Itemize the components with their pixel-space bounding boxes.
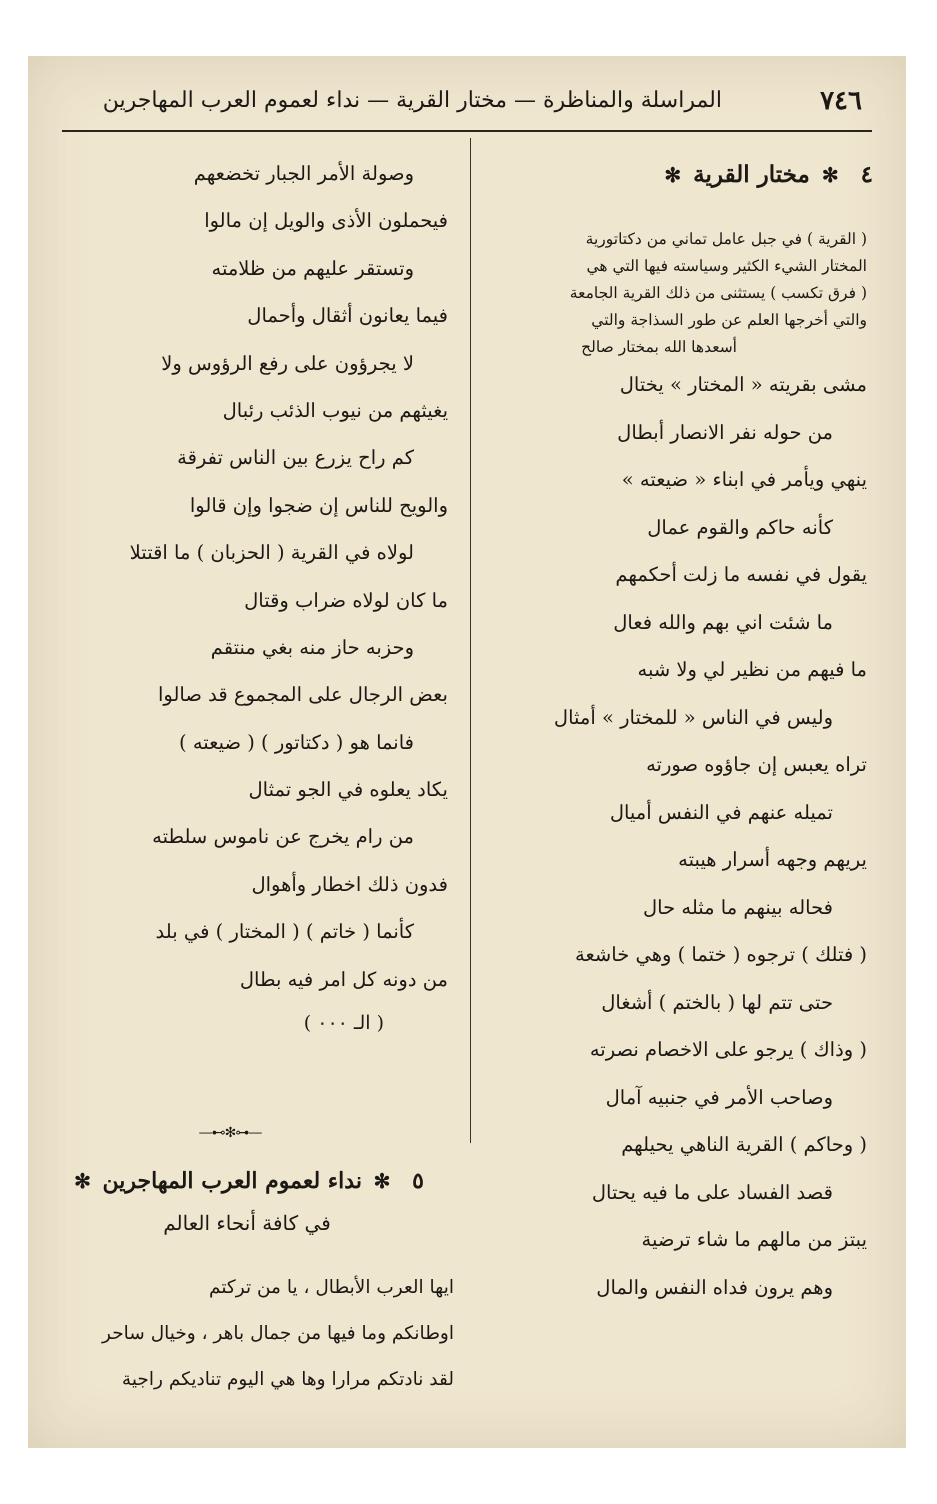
star-ornament-icon: ✻ (74, 1169, 91, 1193)
right-column (488, 150, 873, 1311)
section-4-title: مختار القرية (693, 161, 810, 188)
verse-line: مشى بقريته « المختار » يختال (619, 373, 867, 396)
divider-ornament-icon: —⊷✻⊶— (198, 1125, 262, 1141)
verse-line: فانما هو ( دكتاتور ) ( ضيعته ) (179, 730, 414, 754)
verse-line: فدون ذلك اخطار وأهوال (251, 872, 448, 896)
verse-line: يغيثهم من نيوب الذئب رئبال (222, 398, 448, 422)
verse-line: وليس في الناس « للمختار » أمثال (553, 705, 833, 729)
left-column (62, 150, 454, 1043)
poem-verses-right (488, 361, 873, 1311)
verse-line: لا يجرؤون على رفع الرؤوس ولا (161, 351, 414, 375)
verse-line: فيما يعانون أثقال وأحمال (247, 304, 448, 328)
verse-line: كأنه حاكم والقوم عمال (647, 515, 833, 539)
section-5-prose (42, 1265, 454, 1403)
verse-line: من رام يخرج عن ناموس سلطته (152, 825, 414, 849)
verse-line: فيحملون الأذى والويل إن مالوا (204, 209, 448, 233)
prose-line: لقد نادتكم مرارا وها هي اليوم تناديكم راجية (121, 1369, 454, 1390)
verse-line: وهم يرون فداه النفس والمال (596, 1275, 833, 1299)
verse-line: تراه يعبس إن جاؤوه صورته (646, 753, 867, 776)
section-4-heading (488, 150, 873, 200)
verse-line: يريهم وجهه أسرار هيبته (678, 848, 867, 871)
star-ornament-icon: ✻ (664, 163, 682, 187)
poem-signature: ( الـ ٠٠٠ ) (303, 1012, 384, 1035)
prose-line: اوطانكم وما فيها من جمال باهر ، وخيال ساحر (102, 1323, 454, 1344)
verse-line: فحاله بينهم ما مثله حال (643, 895, 833, 919)
verse-line: يقول في نفسه ما زلت أحكمهم (615, 563, 867, 586)
verse-line: ينهي ويأمر في ابناء « ضيعته » (621, 468, 867, 491)
section-4-number: ٤ (860, 161, 873, 188)
verse-line: ( وذاك ) يرجو على الاخصام نصرته (589, 1038, 867, 1061)
verse-line: ما فيهم من نظير لي ولا شبه (637, 658, 867, 681)
verse-line: حتى تتم لها ( بالختم ) أشغال (601, 990, 833, 1014)
section-4-intro (488, 226, 873, 361)
poem-verses-left (62, 150, 454, 1003)
section-5 (42, 1160, 452, 1244)
verse-line: وصولة الأمر الجبار تخضعهم (193, 162, 414, 185)
verse-line: بعض الرجال على المجموع قد صالوا (157, 683, 448, 707)
intro-line: المختار الشيء الكثير وسياسته فيها التي هي (586, 257, 867, 275)
verse-line: من حوله نفر الانصار أبطال (617, 420, 833, 444)
section-5-heading (42, 1160, 452, 1202)
verse-line: ما كان لولاه ضراب وقتال (244, 588, 448, 612)
verse-line: وتستقر عليهم من ظلامته (211, 256, 414, 280)
star-ornament-icon: ✻ (821, 163, 839, 187)
verse-line: من دونه كل امر فيه بطال (239, 967, 448, 991)
page-header (62, 82, 872, 122)
verse-line: ما شئت اني بهم والله فعال (613, 610, 833, 634)
verse-line: يكاد يعلوه في الجو تمثال (248, 778, 448, 802)
verse-line: وحزبه حاز منه بغي منتقم (210, 635, 414, 659)
intro-line: أسعدها الله بمختار صالح (581, 338, 737, 356)
verse-line: ( فتلك ) ترجوه ( ختما ) وهي خاشعة (575, 943, 867, 966)
column-divider (470, 138, 471, 1143)
star-ornament-icon: ✻ (373, 1169, 391, 1193)
verse-line: تميله عنهم في النفس أميال (609, 800, 833, 824)
page-number: ٧٤٦ (820, 86, 862, 116)
section-5-number: ٥ (412, 1168, 424, 1194)
header-rule (62, 130, 872, 132)
verse-line: والويح للناس إن ضجوا وإن قالوا (189, 493, 448, 517)
intro-line: ( القرية ) في جبل عامل تماني من دكتاتورية (585, 230, 867, 248)
intro-line: ( فرق تكسب ) يستثنى من ذلك القرية الجامعة (569, 284, 867, 302)
verse-line: وصاحب الأمر في جنبيه آمال (605, 1085, 833, 1109)
section-5-title: نداء لعموم العرب المهاجرين (102, 1168, 362, 1194)
verse-line: يبتز من مالهم ما شاء ترضية (641, 1228, 867, 1251)
verse-line: لولاه في القرية ( الحزبان ) ما اقتتلا (129, 541, 414, 565)
section-5-subtitle: في كافة أنحاء العالم (163, 1211, 331, 1235)
verse-line: قصد الفساد على ما فيه يحتال (591, 1180, 833, 1204)
intro-line: والتي أخرجها العلم عن طور السذاجة والتي (591, 311, 867, 329)
verse-line: كأنما ( خاتم ) ( المختار ) في بلد (155, 920, 414, 944)
verse-line: كم راح يزرع بين الناس تفرقة (177, 446, 414, 470)
running-title: المراسلة والمناظرة — مختار القرية — نداء لعموم العرب المهاجرين (102, 88, 722, 113)
verse-line: ( وحاكم ) القرية الناهي يحيلهم (621, 1133, 867, 1156)
prose-line: ايها العرب الأبطال ، يا من تركتم (209, 1277, 454, 1298)
